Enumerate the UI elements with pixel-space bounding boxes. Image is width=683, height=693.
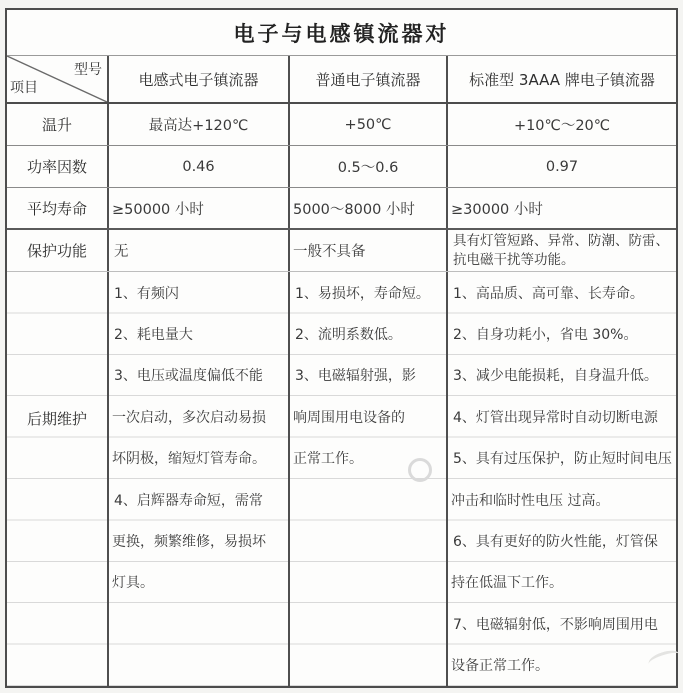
maintenance-line: 更换，频繁维修，易损坏 <box>112 534 266 551</box>
table-header-row <box>7 56 676 104</box>
maintenance-line: 持在低温下工作。 <box>451 575 563 592</box>
row-label-protection: 保护功能 <box>26 242 87 260</box>
maintenance-line: 4、灯管出现异常时自动切断电源 <box>453 409 658 426</box>
header-corner-cell <box>7 56 107 102</box>
maintenance-line: 4、启辉器寿命短，需常 <box>114 492 263 509</box>
temp-rise-inductive-value: 最高达+120℃ <box>107 104 288 145</box>
row-protection <box>7 230 676 272</box>
average-life-inductive-value: ≥50000 小时 <box>107 188 288 228</box>
maintenance-3aaa-cell <box>446 272 676 686</box>
maintenance-line: 5、具有过压保护，防止短时间电压 <box>453 451 672 468</box>
maintenance-line: 冲击和临时性电压 过高。 <box>451 492 610 509</box>
maintenance-line: 一次启动，多次启动易损 <box>112 409 266 426</box>
maintenance-inductive-cell <box>107 272 288 686</box>
maintenance-line: 3、电压或温度偏低不能 <box>114 368 263 385</box>
row-power-factor <box>7 146 676 188</box>
protection-inductive-value: 无 <box>107 230 288 271</box>
header-corner-item-label: 项目 <box>10 80 38 96</box>
maintenance-line: 灯具。 <box>112 575 154 592</box>
maintenance-line: 响周围用电设备的 <box>293 409 405 426</box>
row-label-power-factor: 功率因数 <box>26 158 87 176</box>
maintenance-line: 3、减少电能损耗，自身温升低。 <box>453 368 658 385</box>
average-life-3aaa-value: ≥30000 小时 <box>446 188 676 228</box>
maintenance-line: 2、流明系数低。 <box>295 327 402 344</box>
maintenance-line: 2、自身功耗小，省电 30%。 <box>453 327 638 344</box>
maintenance-line: 3、电磁辐射强，影 <box>295 368 416 385</box>
column-header-ordinary-ballast: 普通电子镇流器 <box>288 56 446 102</box>
maintenance-line: 1、易损坏，寿命短。 <box>295 285 430 302</box>
maintenance-line: 7、电磁辐射低，不影响周围用电 <box>453 616 658 633</box>
power-factor-ordinary-value: 0.5～0.6 <box>288 146 446 187</box>
row-label-maintenance: 后期维护 <box>26 410 87 428</box>
average-life-ordinary-value: 5000～8000 小时 <box>288 188 446 228</box>
row-average-life <box>7 188 676 230</box>
maintenance-line: 1、有频闪 <box>114 285 179 302</box>
table-title: 电子与电感镇流器对 <box>7 10 676 56</box>
maintenance-line: 2、耗电量大 <box>114 327 193 344</box>
maintenance-line: 正常工作。 <box>293 451 363 468</box>
row-label-average-life: 平均寿命 <box>26 199 87 218</box>
ballast-comparison-table <box>5 8 678 688</box>
power-factor-3aaa-value: 0.97 <box>446 146 676 187</box>
temp-rise-3aaa-value: +10℃～20℃ <box>446 104 676 145</box>
maintenance-line: 1、高品质、高可靠、长寿命。 <box>453 285 644 302</box>
maintenance-line: 6、具有更好的防火性能，灯管保 <box>453 534 658 551</box>
column-header-inductive-ballast: 电感式电子镇流器 <box>107 56 288 102</box>
column-header-3aaa-ballast: 标准型 3AAA 牌电子镇流器 <box>446 56 676 102</box>
row-maintenance <box>7 272 676 686</box>
temp-rise-ordinary-value: +50℃ <box>288 104 446 145</box>
maintenance-line: 设备正常工作。 <box>451 658 549 675</box>
row-label-temp-rise: 温升 <box>41 116 72 134</box>
watermark-circle <box>408 458 432 482</box>
protection-ordinary-value: 一般不具备 <box>288 230 446 271</box>
maintenance-line: 坏阴极，缩短灯管寿命。 <box>112 451 266 468</box>
protection-3aaa-value: 具有灯管短路、异常、防潮、防雷、抗电磁干扰等功能。 <box>446 230 676 271</box>
power-factor-inductive-value: 0.46 <box>107 146 288 187</box>
row-temp-rise <box>7 104 676 146</box>
header-corner-model-label: 型号 <box>74 62 102 78</box>
